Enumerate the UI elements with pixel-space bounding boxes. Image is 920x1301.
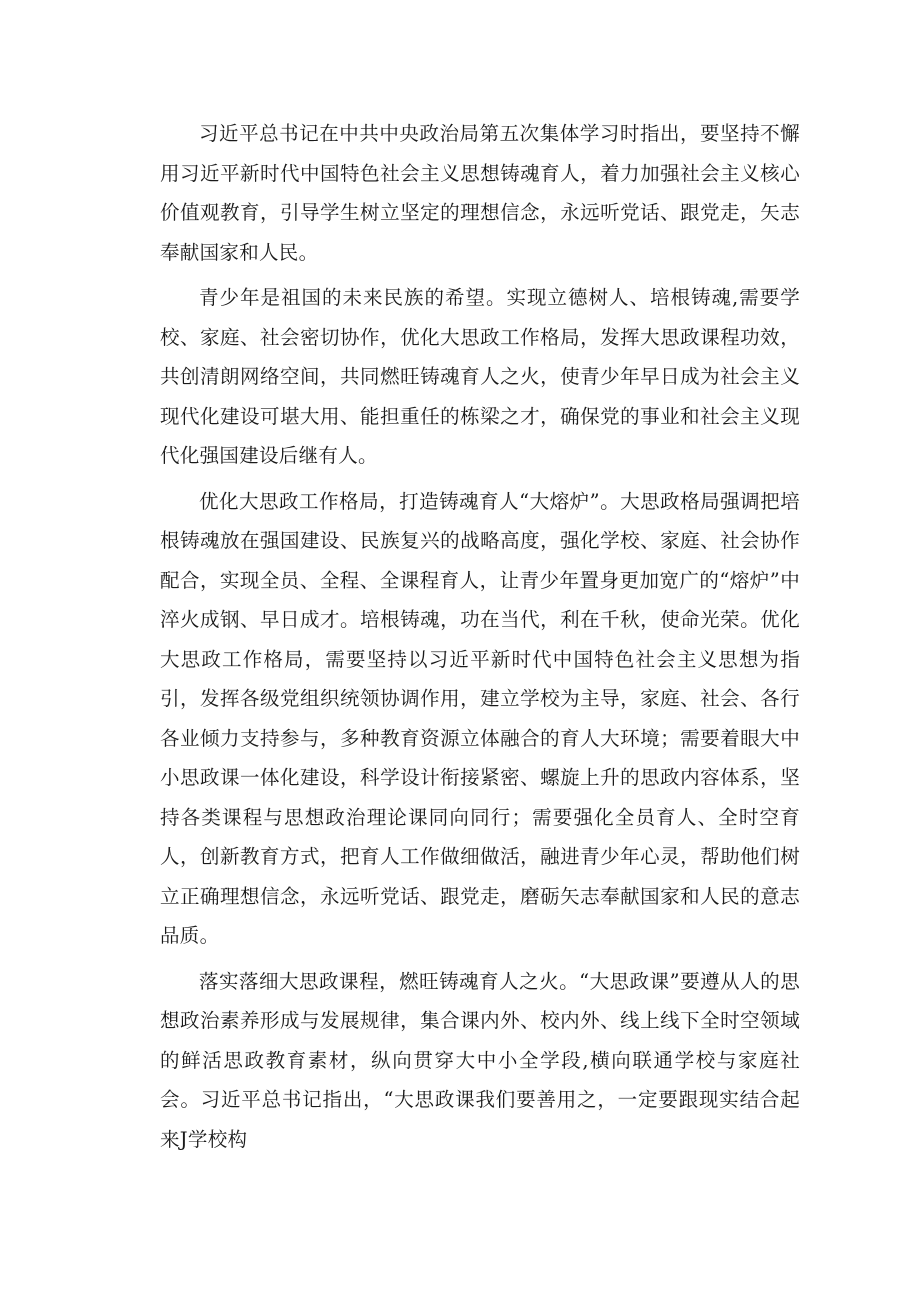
document-body <box>160 114 800 1165</box>
paragraph-4: 落实落细大思政课程，燃旺铸魂育人之火。“大思政课”要遵从人的思想政治素养形成与发展规律，集合课内外、校内外、线上线下全时空领域的鲜活思政教育素材，纵向贯穿大中小全学段,横向联通学校与家庭社会。习近平总书记指出，“大思政课我们要善用之，一定要跟现实结合起来J学校构 <box>160 969 800 1151</box>
paragraph-1: 习近平总书记在中共中央政治局第五次集体学习时指出，要坚持不懈用习近平新时代中国特色社会主义思想铸魂育人，着力加强社会主义核心价值观教育，引导学生树立坚定的理想信念，永远听党话、跟党走，矢志奉献国家和人民。 <box>160 122 800 264</box>
paragraph-2: 青少年是祖国的未来民族的希望。实现立德树人、培根铸魂,需要学校、家庭、社会密切协作，优化大思政工作格局，发挥大思政课程功效，共创清朗网络空间，共同燃旺铸魂育人之火，使青少年早日成为社会主义现代化建设可堪大用、能担重任的栋梁之才，确保党的事业和社会主义现代化强国建设后继有人。 <box>160 286 800 467</box>
paragraph-3: 优化大思政工作格局，打造铸魂育人“大熔炉”。大思政格局强调把培根铸魂放在强国建设、民族复兴的战略高度，强化学校、家庭、社会协作配合，实现全员、全程、全课程育人，让青少年置身更加宽广的“熔炉”中淬火成钢、早日成才。培根铸魂，功在当代，利在千秋，使命光荣。优化大思政工作格局，需要坚持以习近平新时代中国特色社会主义思想为指引，发挥各级党组织统领协调作用，建立学校为主导，家庭、社会、各行各业倾力支持参与，多种教育资源立体融合的育人大环境；需要着眼大中小思政课一体化建设，科学设计衔接紧密、螺旋上升的思政内容体系，坚持各类课程与思想政治理论课同向同行；需要强化全员育人、全时空育人，创新教育方式，把育人工作做细做活，融进青少年心灵，帮助他们树立正确理想信念，永远听党话、跟党走，磨砺矢志奉献国家和人民的意志品质。 <box>160 489 800 947</box>
